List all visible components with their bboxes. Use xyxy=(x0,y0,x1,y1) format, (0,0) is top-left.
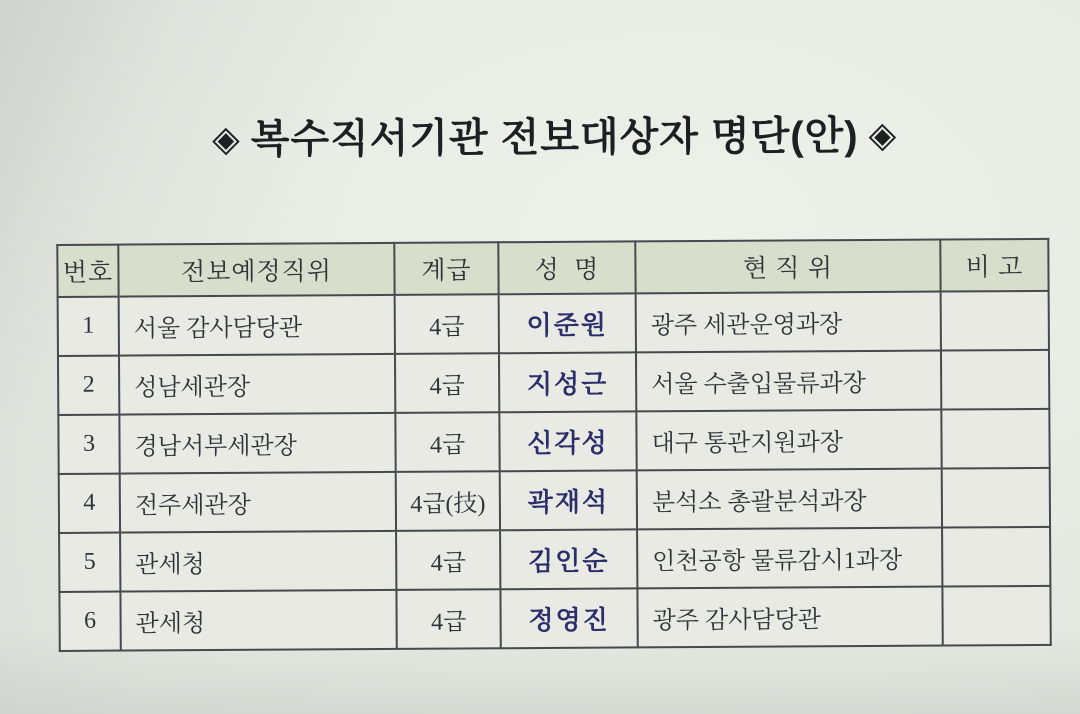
cell-no: 5 xyxy=(59,533,120,592)
cell-name: 지성근 xyxy=(499,352,636,412)
cell-name: 신각성 xyxy=(499,411,636,471)
cell-rank: 4급 xyxy=(395,353,499,413)
cell-note xyxy=(941,291,1049,351)
document-title xyxy=(14,103,1080,167)
cell-position: 관세청 xyxy=(120,531,396,592)
cell-current-position: 인천공항 물류감시1과장 xyxy=(637,528,942,589)
table-row xyxy=(58,409,1049,474)
diamond-icon: ◈ xyxy=(868,113,898,155)
cell-name: 김인순 xyxy=(500,529,637,589)
cell-current-position: 분석소 총괄분석과장 xyxy=(637,469,942,530)
table-row xyxy=(59,468,1050,533)
cell-no: 6 xyxy=(59,592,120,651)
cell-rank: 4급 xyxy=(395,412,499,472)
cell-name: 곽재석 xyxy=(500,470,637,530)
cell-note xyxy=(942,468,1050,528)
cell-rank: 4급 xyxy=(396,589,500,649)
cell-no: 1 xyxy=(58,297,119,356)
header-cell-note: 비 고 xyxy=(940,239,1048,292)
document-title-text: 복수직서기관 전보대상자 명단(안) xyxy=(250,114,859,162)
table-row xyxy=(58,350,1049,415)
cell-current-position: 광주 세관운영과장 xyxy=(636,292,941,353)
header-cell-no: 번호 xyxy=(57,245,118,297)
cell-position: 전주세관장 xyxy=(120,472,396,533)
header-cell-position: 전보예정직위 xyxy=(118,243,394,297)
table-row xyxy=(59,586,1050,651)
header-cell-rank: 계급 xyxy=(394,242,498,295)
table-header-row xyxy=(57,239,1048,297)
table-row xyxy=(59,527,1050,592)
cell-rank: 4급(技) xyxy=(396,471,500,531)
transfer-roster-table xyxy=(56,238,1051,652)
cell-position: 서울 감사담당관 xyxy=(119,295,395,356)
cell-note xyxy=(942,527,1050,587)
cell-name: 정영진 xyxy=(500,588,637,648)
header-cell-current: 현 직 위 xyxy=(635,240,940,294)
cell-note xyxy=(941,350,1049,410)
cell-rank: 4급 xyxy=(395,294,499,354)
cell-no: 4 xyxy=(59,474,120,533)
cell-current-position: 대구 통관지원과장 xyxy=(636,410,941,471)
table-row xyxy=(58,291,1049,356)
diamond-icon: ◈ xyxy=(211,117,241,159)
cell-no: 3 xyxy=(58,415,119,474)
cell-position: 관세청 xyxy=(120,590,396,651)
cell-note xyxy=(942,586,1050,646)
cell-position: 경남서부세관장 xyxy=(119,413,395,474)
cell-rank: 4급 xyxy=(396,530,500,590)
cell-no: 2 xyxy=(58,356,119,415)
cell-note xyxy=(941,409,1049,469)
cell-current-position: 광주 감사담당관 xyxy=(637,587,942,648)
cell-name: 이준원 xyxy=(499,293,636,353)
header-cell-name: 성 명 xyxy=(498,241,635,294)
cell-current-position: 서울 수출입물류과장 xyxy=(636,351,941,412)
cell-position: 성남세관장 xyxy=(119,354,395,415)
